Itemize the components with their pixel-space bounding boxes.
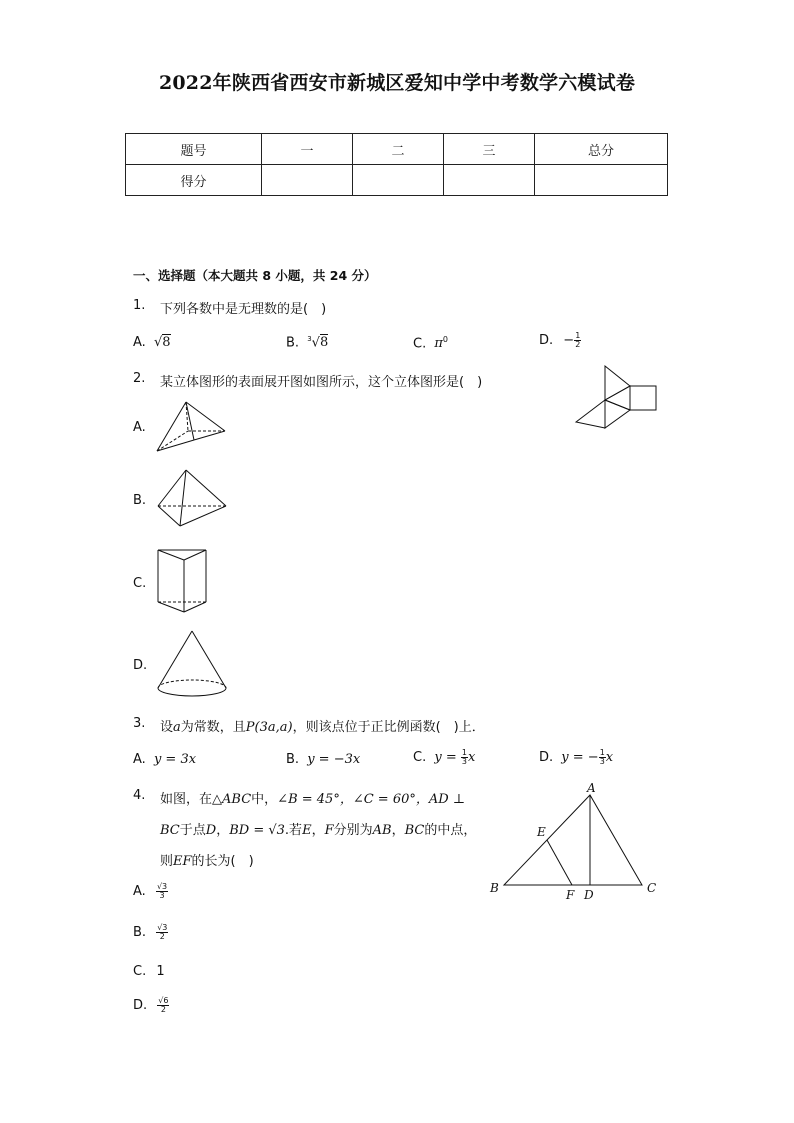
fraction (156, 883, 168, 900)
q4-text-part: ， (216, 823, 230, 838)
net-triangle-bottom (605, 400, 630, 428)
option-label: C. (413, 336, 427, 352)
q4-option-b[interactable] (133, 924, 168, 941)
section-heading: 一、选择题（本大题共 8 小题，共 24 分） (133, 268, 377, 283)
score-header-cell: 总分 (535, 134, 668, 165)
score-cell[interactable] (535, 165, 668, 196)
option-expression: y = 3x (153, 752, 197, 767)
option-expression: x (467, 750, 476, 765)
option-label: A. (133, 420, 146, 435)
net-triangle-center (605, 386, 630, 410)
q3-text-part: ，则该点位于正比例函数( )上． (292, 720, 485, 735)
denominator: 2 (160, 1005, 166, 1014)
option-label: B. (133, 493, 147, 508)
option-label: B. (133, 925, 147, 940)
q4-math: BC (160, 823, 180, 838)
denominator: 2 (575, 340, 581, 349)
q3-text-part: 设 (160, 720, 174, 735)
score-header-cell: 题号 (126, 134, 262, 165)
denominator: 3 (461, 757, 467, 766)
point-label-f: F (566, 888, 575, 902)
q4-text-part: 则 (160, 854, 174, 869)
score-header-cell: 二 (353, 134, 444, 165)
fraction (574, 332, 581, 349)
option-label: C. (413, 750, 427, 765)
option-label: D. (133, 658, 148, 673)
question-2-text: 某立体图形的表面展开图如图所示，这个立体图形是( ) (160, 375, 483, 390)
numerator: √6 (158, 996, 169, 1005)
score-cell[interactable] (353, 165, 444, 196)
sqrt-symbol-icon: √ (153, 335, 163, 350)
score-cell[interactable] (444, 165, 535, 196)
q4-text-part: 中， (251, 792, 278, 807)
q4-math: D (205, 823, 217, 838)
square-pyramid-icon (154, 400, 229, 455)
option-expression: y = (434, 750, 461, 765)
q4-math: E (302, 823, 312, 838)
numerator: √3 (156, 882, 168, 891)
page-title: 2022年陕西省西安市新城区爱知中学中考数学六模试卷 (158, 72, 636, 94)
option-label: C. (133, 964, 147, 979)
q1-option-c[interactable] (413, 335, 448, 351)
q4-option-a[interactable] (133, 883, 168, 900)
denominator: 3 (599, 757, 605, 766)
q4-text-part: 的长为( ) (191, 854, 254, 869)
denominator: 3 (159, 891, 165, 900)
q3-point: P(3a,a) (245, 720, 293, 735)
question-4-line-2 (160, 819, 476, 838)
question-2-number: 2. (133, 371, 146, 386)
q3-text-part: 为常数，且 (180, 720, 246, 735)
score-table (125, 133, 668, 196)
score-table-score-row (126, 165, 668, 196)
score-header-cell: 一 (262, 134, 353, 165)
net-square (630, 386, 656, 410)
q4-text-part: 如图，在 (160, 792, 213, 807)
numerator: 1 (575, 331, 581, 340)
denominator: 2 (159, 932, 165, 941)
q2-option-a[interactable] (133, 420, 146, 435)
root-index: 3 (307, 335, 312, 343)
fraction (157, 997, 169, 1014)
option-label: C. (133, 576, 147, 591)
exponent: 0 (442, 335, 448, 344)
option-expression: x (605, 750, 614, 765)
option-label: B. (286, 335, 300, 351)
numerator: 1 (461, 748, 467, 757)
q1-option-d[interactable] (539, 332, 581, 349)
question-4-line-3 (160, 850, 254, 869)
q4-math: ∠B = 45°，∠C = 60°，AD ⊥ (277, 792, 466, 807)
option-label: B. (286, 752, 300, 767)
score-table-header-row (126, 134, 668, 165)
q4-text-part: 分别为 (333, 823, 373, 838)
q1-option-b[interactable] (286, 335, 328, 350)
net-triangle-top (605, 366, 630, 400)
q4-text-part: ， (391, 823, 405, 838)
numerator: 1 (599, 748, 605, 757)
numerator: √3 (157, 923, 168, 932)
q4-text-part: 的中点， (424, 823, 477, 838)
triangle-figure (486, 780, 666, 904)
q4-math: BD = √3 (229, 823, 285, 838)
q3-option-b[interactable] (286, 752, 360, 767)
q2-option-d[interactable] (133, 658, 147, 673)
q4-math: BC (404, 823, 425, 838)
q2-option-c[interactable] (133, 576, 146, 591)
q3-variable: a (173, 720, 181, 735)
score-row-label: 得分 (126, 165, 262, 196)
segment-ef (547, 840, 572, 885)
question-1-text: 下列各数中是无理数的是( ) (160, 302, 327, 317)
option-expression: y = − (561, 750, 599, 765)
q4-math: AB (372, 823, 392, 838)
minus-sign: − (563, 333, 575, 348)
point-label-d: D (584, 888, 594, 902)
net-figure (576, 366, 666, 430)
q4-text-part: .若 (284, 823, 303, 838)
q4-math: F (324, 823, 334, 838)
triangle-abc (504, 795, 642, 885)
option-expression: y = −3x (307, 752, 361, 767)
sqrt-symbol-icon: √ (311, 335, 320, 351)
question-3-text (160, 716, 485, 735)
option-label: D. (539, 333, 554, 348)
option-label: A. (133, 884, 146, 899)
question-1-number: 1. (133, 298, 146, 313)
cone-icon (154, 628, 232, 700)
option-label: A. (133, 752, 146, 767)
option-label: D. (539, 750, 554, 765)
fraction (461, 749, 468, 766)
point-label-a: A (587, 781, 596, 795)
fraction (156, 924, 168, 941)
point-label-e: E (537, 825, 546, 839)
net-triangle-left (576, 400, 605, 428)
question-3-number: 3. (133, 716, 146, 731)
radicand: 8 (162, 335, 171, 350)
option-label: D. (133, 998, 148, 1013)
q1-option-a[interactable] (133, 335, 171, 350)
q3-option-d[interactable] (539, 749, 613, 766)
point-label-c: C (647, 881, 657, 895)
triangular-prism-icon (154, 546, 212, 618)
q4-math: △ABC (212, 792, 252, 807)
radicand: 8 (319, 335, 329, 351)
q3-option-a[interactable] (133, 752, 196, 767)
q4-math: EF (173, 854, 192, 869)
score-cell[interactable] (262, 165, 353, 196)
option-expression: 1 (156, 964, 165, 979)
q4-text-part: 于点 (179, 823, 206, 838)
score-header-cell: 三 (444, 134, 535, 165)
q2-option-b[interactable] (133, 493, 146, 508)
question-4-line-1 (160, 788, 465, 807)
triangular-pyramid-icon (154, 468, 229, 530)
q4-option-c[interactable] (133, 964, 165, 979)
point-label-b: B (490, 881, 499, 895)
q3-option-c[interactable] (413, 749, 475, 766)
question-4-number: 4. (133, 788, 146, 803)
q4-option-d[interactable] (133, 997, 169, 1014)
q4-text-part: ， (311, 823, 325, 838)
fraction (599, 749, 606, 766)
option-label: A. (133, 335, 146, 350)
pi-base: π (434, 336, 443, 352)
